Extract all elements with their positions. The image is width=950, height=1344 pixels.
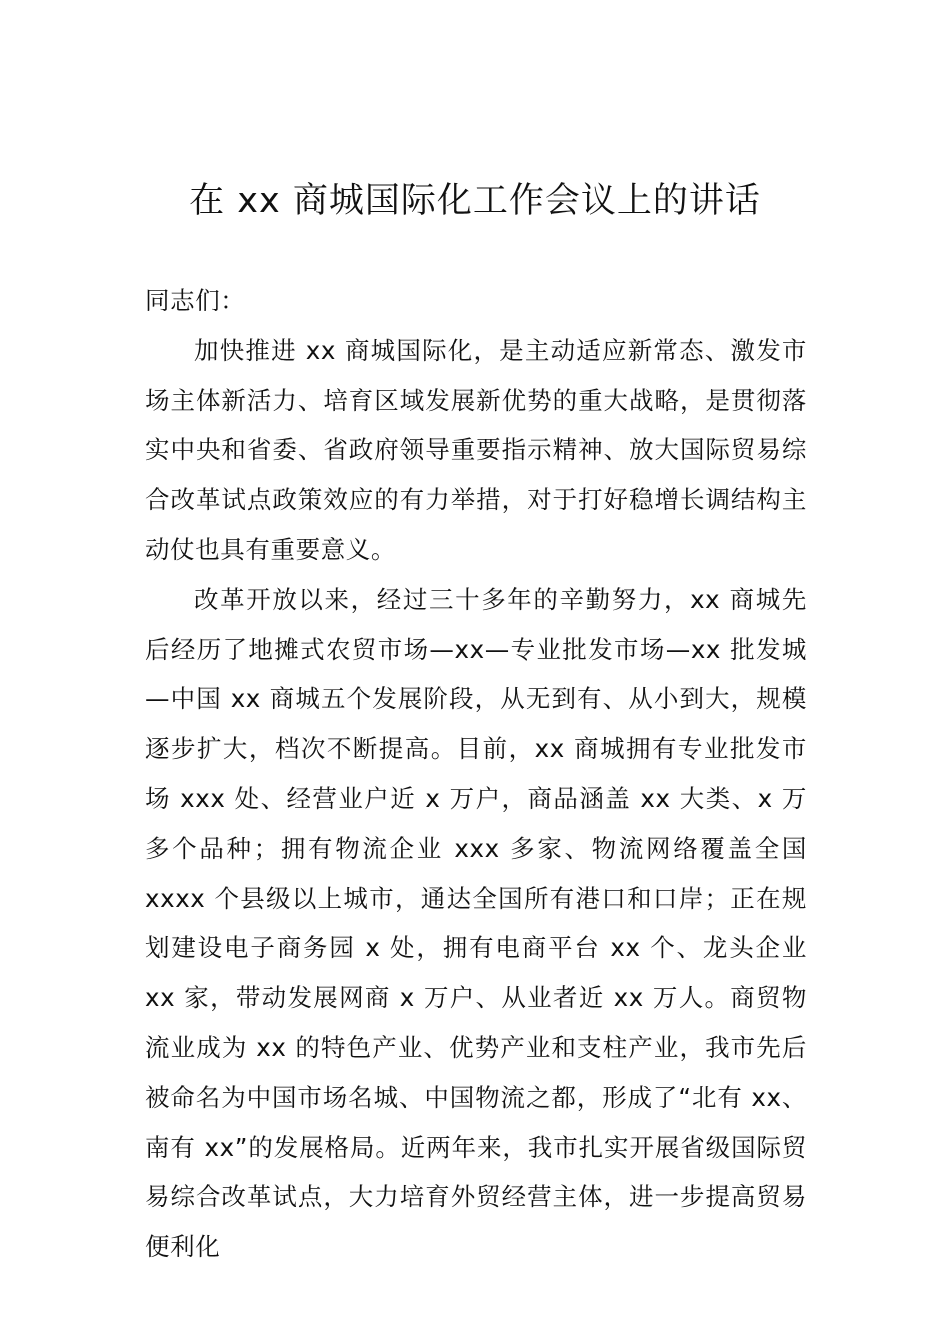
document-body xyxy=(145,276,807,1272)
document-title: 在 xx 商城国际化工作会议上的讲话 xyxy=(189,181,761,221)
salutation: 同志们： xyxy=(145,286,246,315)
paragraph-1: 加快推进 xx 商城国际化，是主动适应新常态、激发市场主体新活力、培育区域发展新优势的重大战略，是贯彻落实中央和省委、省政府领导重要指示精神、放大国际贸易综合改革试点政策效应的有力举措，对于打好稳增长调结构主动仗也具有重要意义。 xyxy=(145,335,807,564)
paragraph-2: 改革开放以来，经过三十多年的辛勤努力，xx 商城先后经历了地摊式农贸市场—xx—专业批发市场—xx 批发城—中国 xx 商城五个发展阶段，从无到有、从小到大，规模逐步扩大，档次不断提高。目前，xx 商城拥有专业批发市场 xxx 处、经营业户近 x 万户，商品涵盖 xx 大类、x 万多个品种；拥有物流企业 xxx 多家、物流网络覆盖全国 xxxx 个县级以上城市，通达全国所有港口和口岸；正在规划建设电子商务园 x 处，拥有电商平台 xx 个、龙头企业 xx 家，带动发展网商 x 万户、从业者近 xx 万人。商贸物流业成为 xx 的特色产业、优势产业和支柱产业，我市先后被命名为中国市场名城、中国物流之都，形成了“北有 xx、南有 xx”的发展格局。近两年来，我市扎实开展省级国际贸易综合改革试点，大力培育外贸经营主体，进一步提高贸易便利化 xyxy=(145,584,807,1262)
